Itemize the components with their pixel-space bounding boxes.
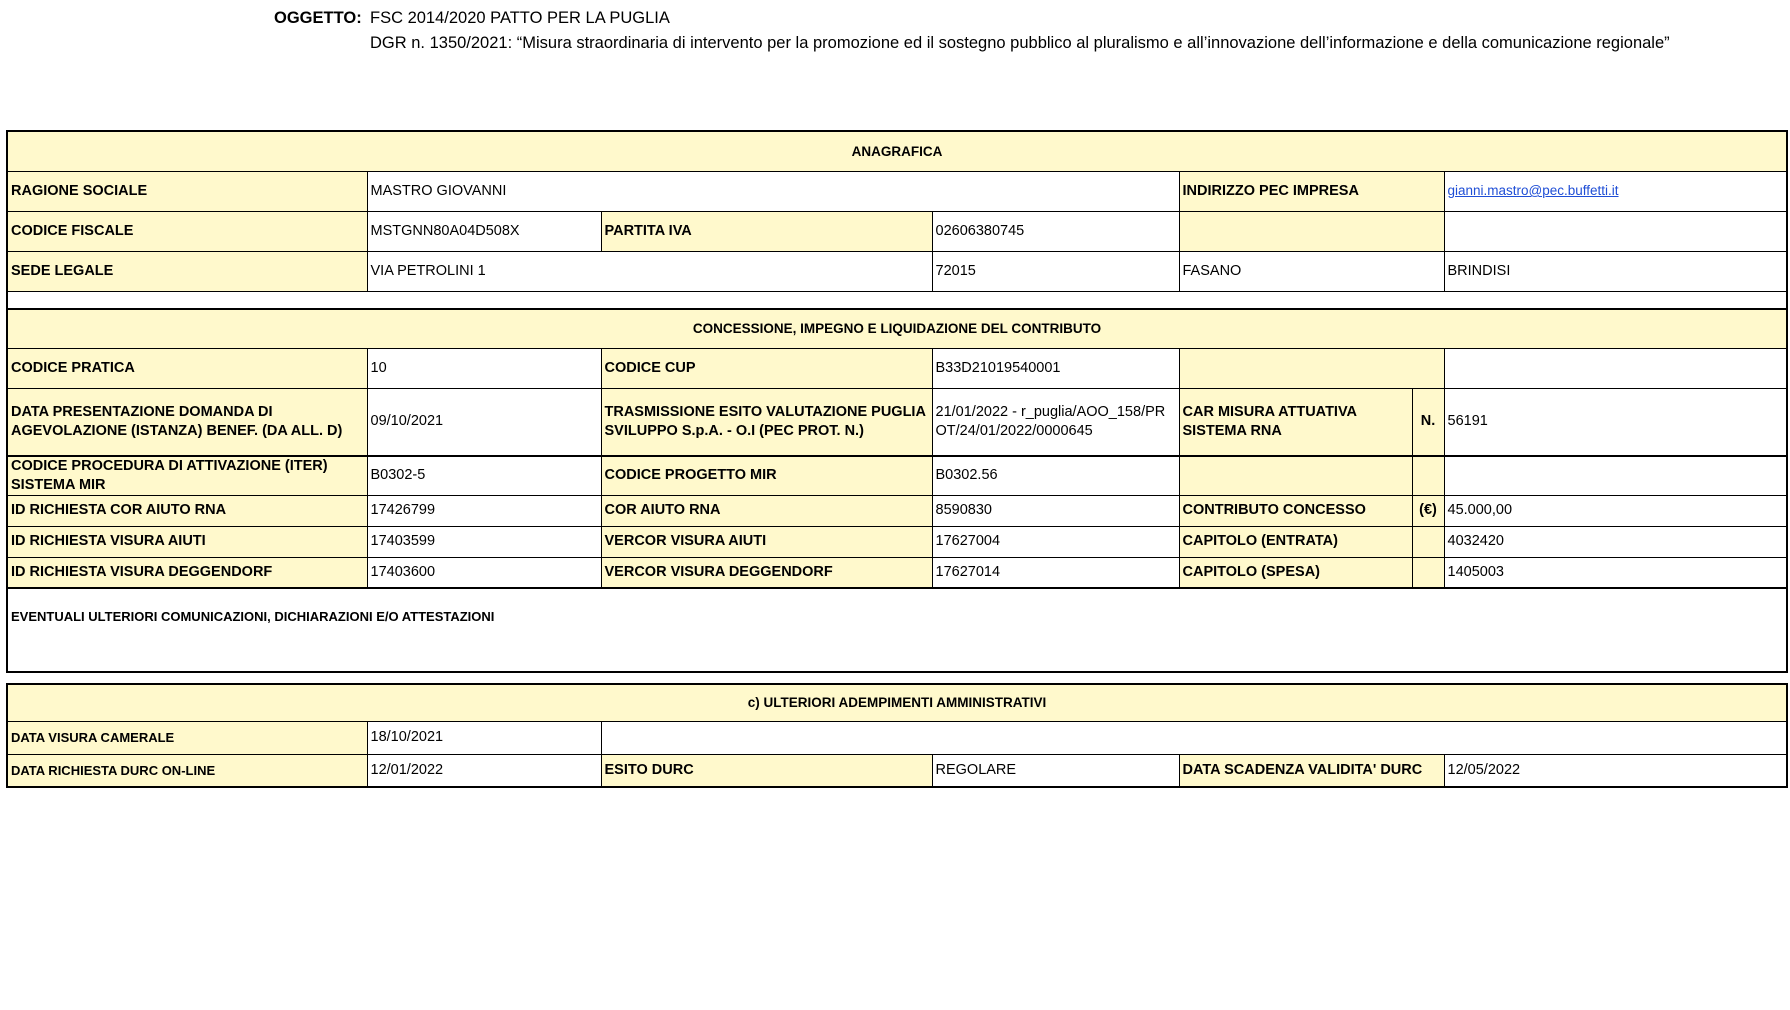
codice-pratica-label: CODICE PRATICA: [7, 349, 367, 389]
capitolo-spesa-value: 1405003: [1444, 557, 1787, 588]
id-visura-deggendorf-label: ID RICHIESTA VISURA DEGGENDORF: [7, 557, 367, 588]
sede-legale-label: SEDE LEGALE: [7, 251, 367, 291]
comune-value: FASANO: [1179, 251, 1444, 291]
concessione-title: CONCESSIONE, IMPEGNO E LIQUIDAZIONE DEL CONTRIBUTO: [7, 309, 1787, 349]
ragione-sociale-value: MASTRO GIOVANNI: [367, 171, 1179, 211]
section-spacer: [7, 291, 1787, 309]
pec-link[interactable]: gianni.mastro@pec.buffetti.it: [1447, 183, 1619, 198]
cap-value: 72015: [932, 251, 1179, 291]
ulteriori-comunicazioni-field: EVENTUALI ULTERIORI COMUNICAZIONI, DICHIARAZIONI E/O ATTESTAZIONI: [7, 588, 1787, 672]
scadenza-durc-value: 12/05/2022: [1444, 754, 1787, 787]
capitolo-entrata-value: 4032420: [1444, 526, 1787, 557]
id-visura-aiuti-label: ID RICHIESTA VISURA AIUTI: [7, 526, 367, 557]
vercor-aiuti-value: 17627004: [932, 526, 1179, 557]
empty-label-cell: [1179, 349, 1444, 389]
contributo-label: CONTRIBUTO CONCESSO: [1179, 495, 1412, 526]
capitolo-spesa-label: CAPITOLO (SPESA): [1179, 557, 1412, 588]
data-visura-value: 18/10/2021: [367, 721, 601, 754]
data-durc-label: DATA RICHIESTA DURC ON-LINE: [7, 754, 367, 787]
subject-line-2: DGR n. 1350/2021: “Misura straordinaria di intervento per la promozione ed il sostegno pubblico al pluralismo e all’innovazione dell’informazione e della comunicazione regionale”: [370, 34, 1670, 52]
id-visura-deggendorf-value: 17403600: [367, 557, 601, 588]
empty-label-cell: [1179, 456, 1412, 496]
vercor-aiuti-label: VERCOR VISURA AIUTI: [601, 526, 932, 557]
codice-fiscale-label: CODICE FISCALE: [7, 211, 367, 251]
empty-value-cell: [1444, 456, 1787, 496]
esito-durc-label: ESITO DURC: [601, 754, 932, 787]
vercor-deggendorf-value: 17627014: [932, 557, 1179, 588]
partita-iva-label: PARTITA IVA: [601, 211, 932, 251]
car-unit: N.: [1412, 389, 1444, 456]
provincia-value: BRINDISI: [1444, 251, 1787, 291]
data-visura-label: DATA VISURA CAMERALE: [7, 721, 367, 754]
data-presentazione-value: 09/10/2021: [367, 389, 601, 456]
codice-pratica-value: 10: [367, 349, 601, 389]
empty-unit-cell: [1412, 526, 1444, 557]
empty-value-cell: [1444, 211, 1787, 251]
empty-label-cell: [1179, 211, 1444, 251]
subject-line-1: FSC 2014/2020 PATTO PER LA PUGLIA: [370, 9, 670, 27]
ragione-sociale-label: RAGIONE SOCIALE: [7, 171, 367, 211]
sede-legale-value: VIA PETROLINI 1: [367, 251, 932, 291]
adempimenti-title: c) ULTERIORI ADEMPIMENTI AMMINISTRATIVI: [7, 684, 1787, 721]
capitolo-entrata-label: CAPITOLO (ENTRATA): [1179, 526, 1412, 557]
empty-unit-cell: [1412, 557, 1444, 588]
id-visura-aiuti-value: 17403599: [367, 526, 601, 557]
data-durc-value: 12/01/2022: [367, 754, 601, 787]
cor-label: COR AIUTO RNA: [601, 495, 932, 526]
vercor-deggendorf-label: VERCOR VISURA DEGGENDORF: [601, 557, 932, 588]
empty-value-cell: [601, 721, 1787, 754]
pec-label: INDIRIZZO PEC IMPRESA: [1179, 171, 1444, 211]
adempimenti-table: [6, 683, 1788, 788]
partita-iva-value: 02606380745: [932, 211, 1179, 251]
codice-progetto-value: B0302.56: [932, 456, 1179, 496]
codice-cup-label: CODICE CUP: [601, 349, 932, 389]
codice-procedura-value: B0302-5: [367, 456, 601, 496]
car-value: 56191: [1444, 389, 1787, 456]
codice-fiscale-value: MSTGNN80A04D508X: [367, 211, 601, 251]
cor-value: 8590830: [932, 495, 1179, 526]
empty-value-cell: [1444, 349, 1787, 389]
scadenza-durc-label: DATA SCADENZA VALIDITA' DURC: [1179, 754, 1444, 787]
codice-cup-value: B33D21019540001: [932, 349, 1179, 389]
id-cor-value: 17426799: [367, 495, 601, 526]
contributo-unit: (€): [1412, 495, 1444, 526]
trasmissione-label: TRASMISSIONE ESITO VALUTAZIONE PUGLIA SVILUPPO S.p.A. - O.I (PEC PROT. N.): [601, 389, 932, 456]
main-form-table: [6, 130, 1788, 673]
codice-progetto-label: CODICE PROGETTO MIR: [601, 456, 932, 496]
trasmissione-value: 21/01/2022 - r_puglia/AOO_158/PROT/24/01/2022/0000645: [932, 389, 1179, 456]
subject-label: OGGETTO:: [274, 9, 362, 27]
esito-durc-value: REGOLARE: [932, 754, 1179, 787]
data-presentazione-label: DATA PRESENTAZIONE DOMANDA DI AGEVOLAZIONE (ISTANZA) BENEF. (DA ALL. D): [7, 389, 367, 456]
codice-procedura-label: CODICE PROCEDURA DI ATTIVAZIONE (ITER) SISTEMA MIR: [7, 456, 367, 496]
anagrafica-title: ANAGRAFICA: [7, 131, 1787, 171]
empty-unit-cell: [1412, 456, 1444, 496]
car-label: CAR MISURA ATTUATIVA SISTEMA RNA: [1179, 389, 1412, 456]
id-cor-label: ID RICHIESTA COR AIUTO RNA: [7, 495, 367, 526]
contributo-value: 45.000,00: [1444, 495, 1787, 526]
